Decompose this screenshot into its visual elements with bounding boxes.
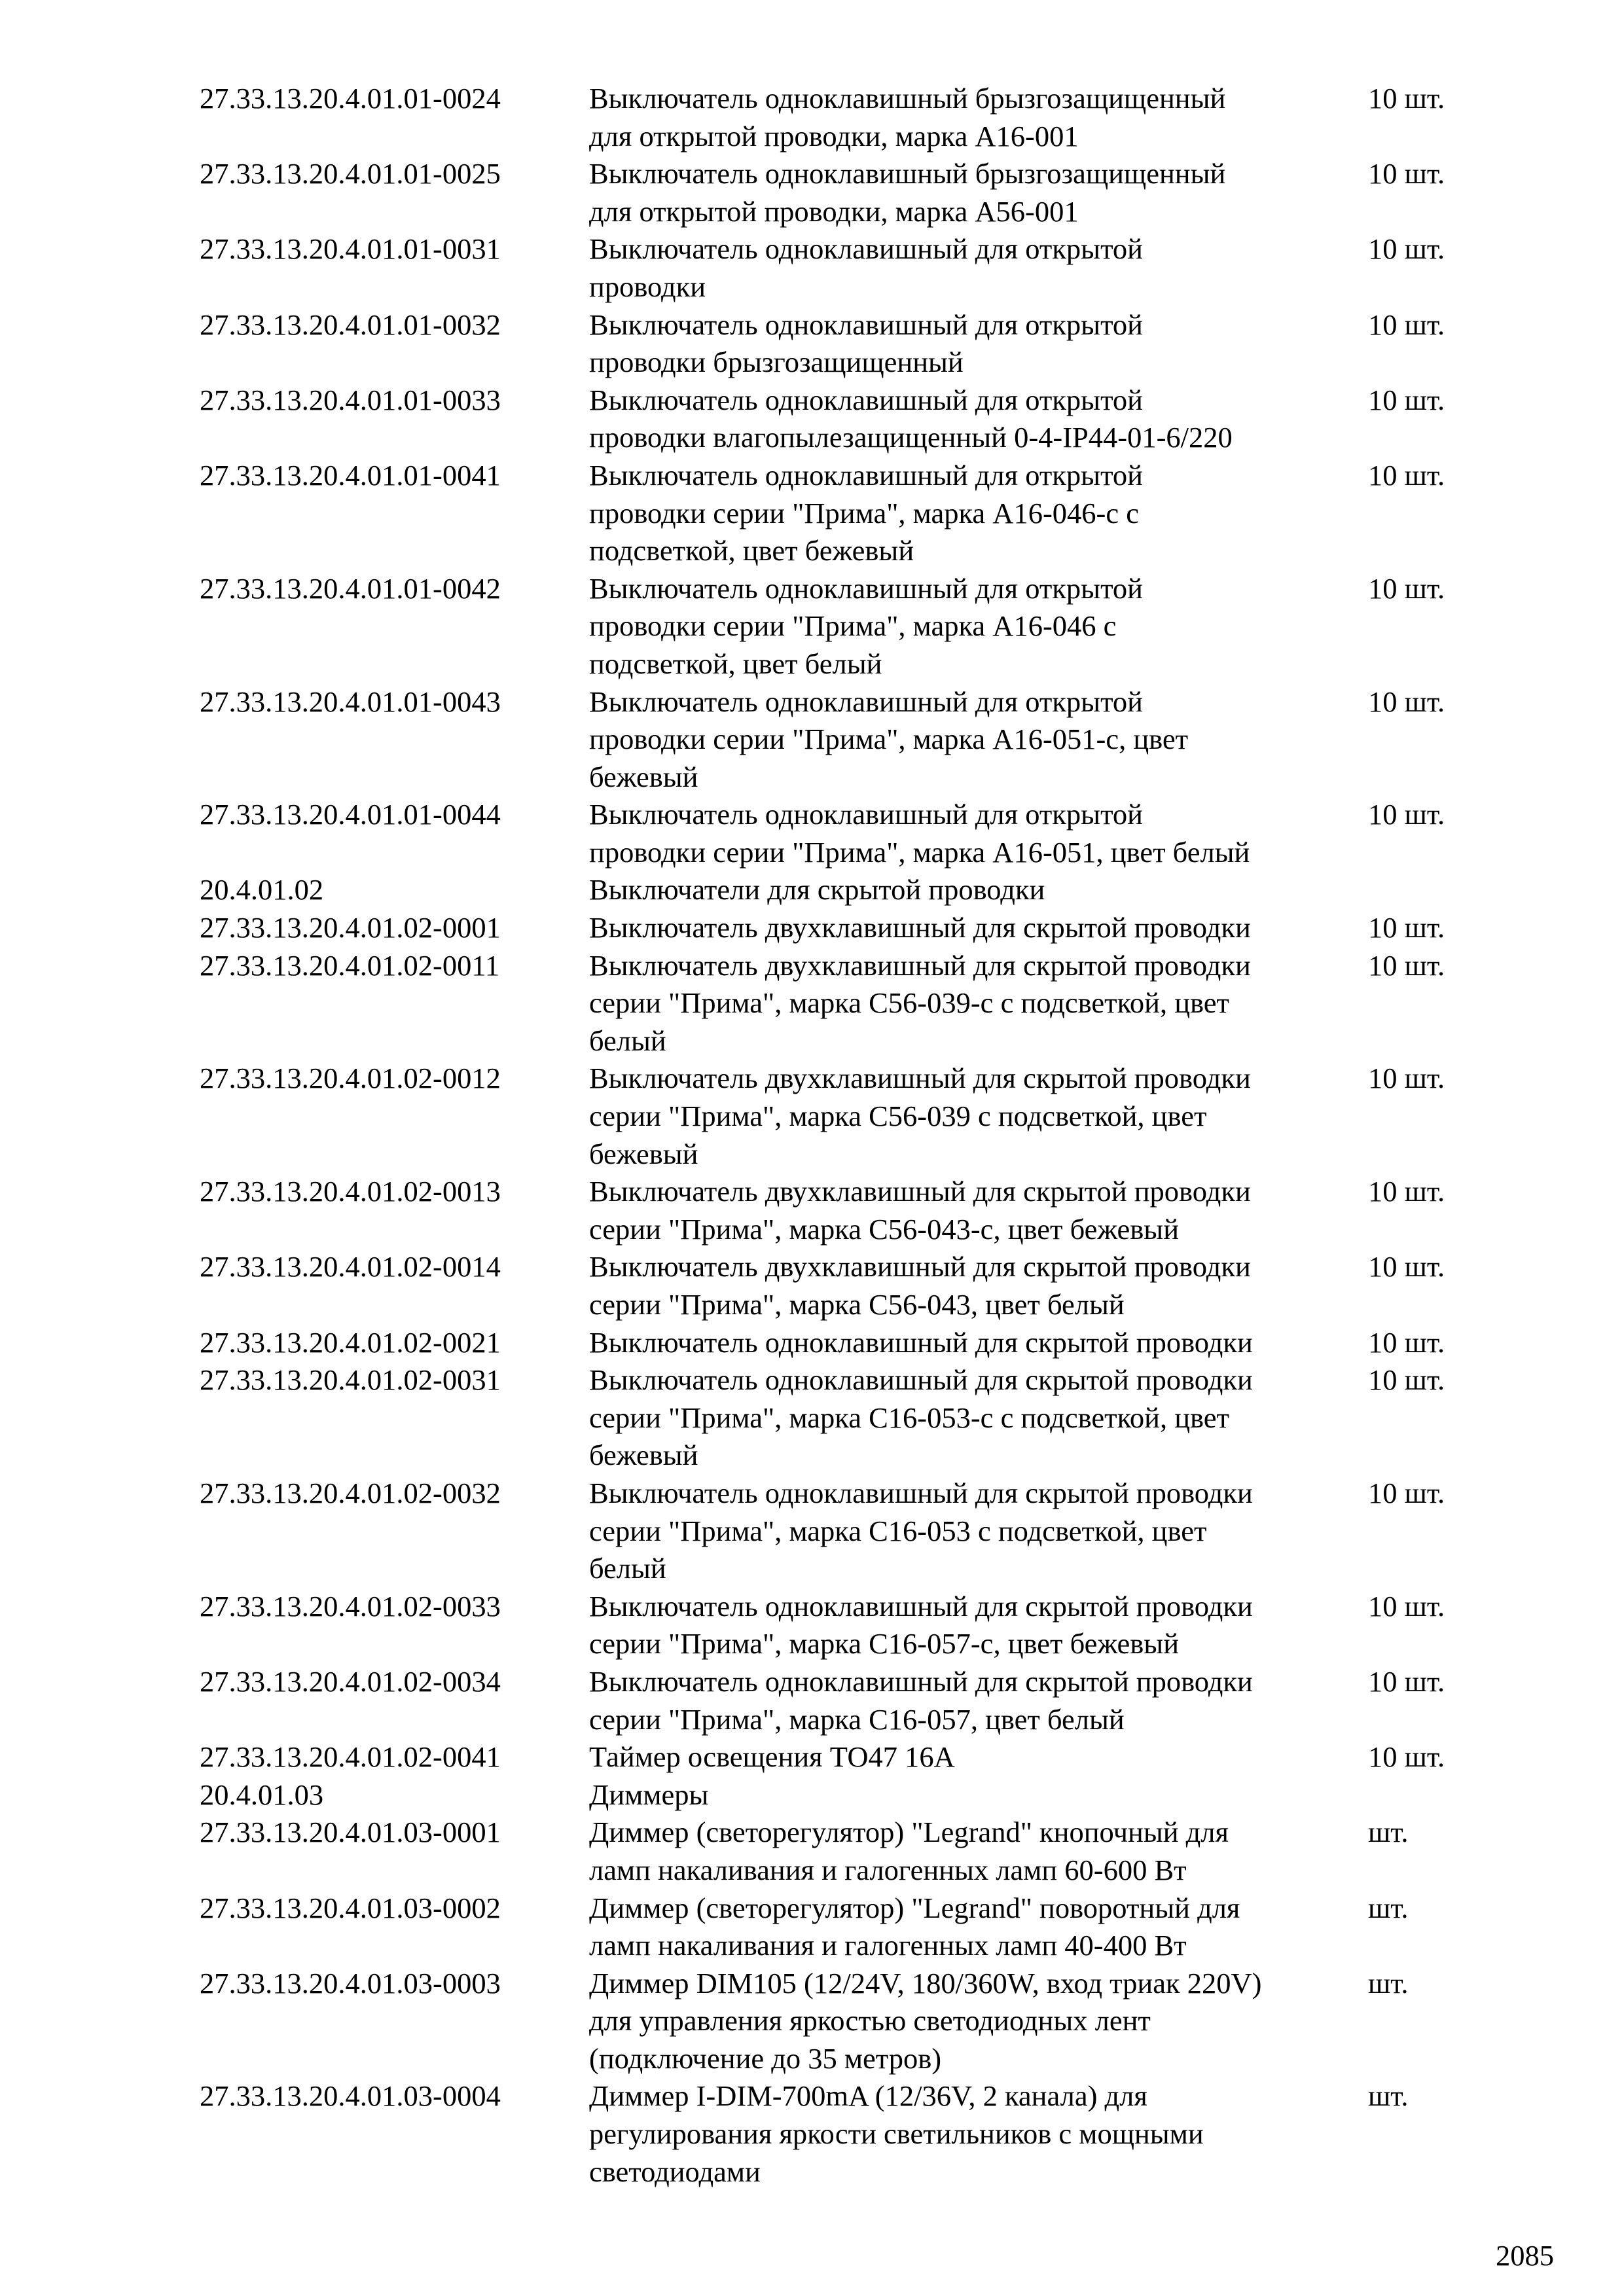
list-item — [200, 570, 1483, 683]
description-line: проводки влагопылезащищенный 0-4-IP44-01-6/220 — [589, 421, 1233, 454]
item-unit: 10 шт. — [1368, 232, 1445, 266]
list-item — [200, 1475, 1483, 1588]
item-unit: 10 шт. — [1368, 458, 1445, 492]
list-item — [200, 1814, 1483, 1889]
item-code: 27.33.13.20.4.01.01-0031 — [200, 232, 501, 266]
item-code: 27.33.13.20.4.01.03-0001 — [200, 1816, 501, 1849]
item-unit: 10 шт. — [1368, 82, 1445, 115]
item-code: 20.4.01.03 — [200, 1778, 324, 1811]
item-code: 27.33.13.20.4.01.01-0041 — [200, 458, 501, 492]
description-line: проводки серии "Прима", марка А16-046-с с — [589, 496, 1139, 529]
item-code: 27.33.13.20.4.01.01-0033 — [200, 383, 501, 416]
item-unit: 10 шт. — [1368, 685, 1445, 718]
list-item — [200, 1173, 1483, 1248]
list-item — [200, 382, 1483, 457]
description-line: Выключатель двухклавишный для скрытой проводки — [589, 948, 1251, 982]
list-item — [200, 1738, 1483, 1776]
list-item — [200, 1965, 1483, 2078]
item-code: 27.33.13.20.4.01.02-0011 — [200, 948, 500, 982]
description-line: Выключатель одноклавишный для скрытой проводки — [589, 1325, 1253, 1359]
description-line: серии "Прима", марка С16-057, цвет белый — [589, 1702, 1125, 1736]
description-line: Диммер DIM105 (12/24V, 180/360W, вход триак 220V) — [589, 1966, 1262, 2000]
list-item — [200, 1060, 1483, 1173]
description-line: серии "Прима", марка С56-039 с подсветкой, цвет — [589, 1100, 1207, 1133]
item-unit: 10 шт. — [1368, 1740, 1445, 1774]
list-item — [200, 1890, 1483, 1965]
item-code: 27.33.13.20.4.01.03-0002 — [200, 1891, 501, 1924]
list-item — [200, 155, 1483, 230]
item-unit: 10 шт. — [1368, 157, 1445, 190]
item-description — [589, 947, 1368, 1060]
item-description — [589, 1173, 1368, 1248]
description-line: для открытой проводки, марка А56-001 — [589, 194, 1079, 228]
item-description — [589, 230, 1368, 306]
description-line: Выключатель одноклавишный для скрытой проводки — [589, 1589, 1253, 1623]
description-line: подсветкой, цвет белый — [589, 647, 882, 680]
list-item — [200, 796, 1483, 871]
description-line: Выключатель одноклавишный для открытой — [589, 685, 1143, 718]
item-code: 27.33.13.20.4.01.03-0004 — [200, 2079, 501, 2113]
description-line: серии "Прима", марка С56-043-с, цвет бежевый — [589, 1212, 1180, 1246]
description-line: белый — [589, 1024, 666, 1057]
page-number: 2085 — [1496, 2239, 1554, 2272]
description-line: проводки — [589, 270, 706, 303]
description-line: Диммер I-DIM-700mA (12/36V, 2 канала) для — [589, 2079, 1147, 2113]
item-description — [589, 909, 1368, 947]
item-unit: 10 шт. — [1368, 1363, 1445, 1397]
description-line: серии "Прима", марка С16-053 с подсветкой, цвет — [589, 1514, 1207, 1547]
description-line: Выключатель одноклавишный для скрытой проводки — [589, 1664, 1253, 1698]
list-item — [200, 80, 1483, 155]
item-code: 27.33.13.20.4.01.01-0032 — [200, 308, 501, 341]
description-line: Выключатель одноклавишный для открытой — [589, 308, 1143, 341]
item-description — [589, 1738, 1368, 1776]
item-unit: шт. — [1368, 1966, 1409, 2000]
item-code: 27.33.13.20.4.01.01-0043 — [200, 685, 501, 718]
description-line: бежевый — [589, 1137, 698, 1170]
description-line: бежевый — [589, 1439, 698, 1472]
description-line: бежевый — [589, 760, 698, 793]
price-list — [200, 80, 1483, 2191]
item-code: 27.33.13.20.4.01.02-0034 — [200, 1664, 501, 1698]
item-description — [589, 155, 1368, 230]
item-unit: 10 шт. — [1368, 383, 1445, 416]
item-code: 20.4.01.02 — [200, 873, 324, 906]
item-unit: 10 шт. — [1368, 571, 1445, 605]
description-line: серии "Прима", марка С56-039-с с подсветкой, цвет — [589, 986, 1230, 1020]
item-code: 27.33.13.20.4.01.01-0042 — [200, 571, 501, 605]
list-item — [200, 1588, 1483, 1663]
item-description — [589, 382, 1368, 457]
item-description — [589, 306, 1368, 382]
item-unit: 10 шт. — [1368, 1476, 1445, 1509]
list-item — [200, 909, 1483, 947]
item-unit: 10 шт. — [1368, 1325, 1445, 1359]
item-unit: 10 шт. — [1368, 911, 1445, 944]
item-unit: шт. — [1368, 1891, 1409, 1924]
description-line: Выключатели для скрытой проводки — [589, 873, 1045, 906]
description-line: Выключатель одноклавишный для открытой — [589, 571, 1143, 605]
item-code: 27.33.13.20.4.01.02-0001 — [200, 911, 501, 944]
description-line: (подключение до 35 метров) — [589, 2041, 942, 2075]
description-line: Диммеры — [589, 1778, 709, 1811]
item-description — [589, 1890, 1368, 1965]
description-line: Выключатель одноклавишный для открытой — [589, 458, 1143, 492]
item-description — [589, 1324, 1368, 1362]
item-description — [589, 1361, 1368, 1475]
item-code: 27.33.13.20.4.01.02-0031 — [200, 1363, 501, 1397]
item-description — [589, 1588, 1368, 1663]
description-line: светодиодами — [589, 2155, 761, 2188]
description-line: серии "Прима", марка С56-043, цвет белый — [589, 1288, 1125, 1321]
list-item — [200, 871, 1483, 909]
description-line: Выключатель одноклавишный для открытой — [589, 383, 1143, 416]
item-description — [589, 683, 1368, 797]
description-line: ламп накаливания и галогенных ламп 40-400 Вт — [589, 1929, 1187, 1962]
item-description — [589, 1663, 1368, 1738]
description-line: Выключатель одноклавишный для открытой — [589, 232, 1143, 266]
item-description — [589, 1248, 1368, 1323]
list-item — [200, 1361, 1483, 1475]
item-code: 27.33.13.20.4.01.03-0003 — [200, 1966, 501, 2000]
description-line: проводки серии "Прима", марка А16-046 с — [589, 609, 1117, 643]
item-unit: шт. — [1368, 2079, 1409, 2113]
item-unit: 10 шт. — [1368, 1589, 1445, 1623]
description-line: серии "Прима", марка С16-053-с с подсветкой, цвет — [589, 1401, 1230, 1434]
item-code: 27.33.13.20.4.01.02-0014 — [200, 1250, 501, 1283]
item-code: 27.33.13.20.4.01.01-0044 — [200, 798, 501, 831]
description-line: Выключатель одноклавишный для скрытой проводки — [589, 1363, 1253, 1397]
list-item — [200, 2077, 1483, 2191]
item-code: 27.33.13.20.4.01.02-0012 — [200, 1062, 501, 1095]
item-description — [589, 871, 1368, 909]
item-code: 27.33.13.20.4.01.01-0025 — [200, 157, 501, 190]
item-unit: шт. — [1368, 1816, 1409, 1849]
item-description — [589, 2077, 1368, 2191]
description-line: Выключатель одноклавишный для скрытой проводки — [589, 1476, 1253, 1509]
description-line: Диммер (светорегулятор) "Legrand" кнопочный для — [589, 1816, 1229, 1849]
description-line: Выключатель одноклавишный брызгозащищенный — [589, 157, 1226, 190]
description-line: Выключатель двухклавишный для скрытой проводки — [589, 911, 1251, 944]
item-code: 27.33.13.20.4.01.02-0013 — [200, 1175, 501, 1208]
description-line: Таймер освещения ТО47 16А — [589, 1740, 955, 1774]
item-unit: 10 шт. — [1368, 798, 1445, 831]
description-line: для открытой проводки, марка А16-001 — [589, 119, 1079, 152]
list-item — [200, 306, 1483, 382]
item-description — [589, 796, 1368, 871]
description-line: серии "Прима", марка С16-057-с, цвет бежевый — [589, 1627, 1180, 1660]
item-description — [589, 1776, 1368, 1814]
description-line: ламп накаливания и галогенных ламп 60-600 Вт — [589, 1853, 1187, 1886]
description-line: проводки серии "Прима", марка А16-051-с, цвет — [589, 723, 1189, 756]
item-code: 27.33.13.20.4.01.02-0021 — [200, 1325, 501, 1359]
item-code: 27.33.13.20.4.01.02-0033 — [200, 1589, 501, 1623]
list-item — [200, 457, 1483, 570]
item-description — [589, 1475, 1368, 1588]
description-line: Диммер (светорегулятор) "Legrand" поворотный для — [589, 1891, 1240, 1924]
item-unit: 10 шт. — [1368, 1664, 1445, 1698]
item-description — [589, 570, 1368, 683]
description-line: проводки брызгозащищенный — [589, 346, 964, 379]
list-item — [200, 683, 1483, 797]
list-item — [200, 947, 1483, 1060]
item-description — [589, 1965, 1368, 2078]
description-line: Выключатель одноклавишный для открытой — [589, 798, 1143, 831]
item-unit: 10 шт. — [1368, 308, 1445, 341]
description-line: подсветкой, цвет бежевый — [589, 534, 914, 567]
description-line: Выключатель двухклавишный для скрытой проводки — [589, 1175, 1251, 1208]
item-unit: 10 шт. — [1368, 1250, 1445, 1283]
description-line: Выключатель двухклавишный для скрытой проводки — [589, 1062, 1251, 1095]
item-description — [589, 1060, 1368, 1173]
description-line: для управления яркостью светодиодных лент — [589, 2004, 1151, 2037]
list-item — [200, 230, 1483, 306]
item-description — [589, 80, 1368, 155]
item-unit: 10 шт. — [1368, 948, 1445, 982]
item-description — [589, 457, 1368, 570]
description-line: Выключатель двухклавишный для скрытой проводки — [589, 1250, 1251, 1283]
list-item — [200, 1324, 1483, 1362]
item-unit: 10 шт. — [1368, 1062, 1445, 1095]
list-item — [200, 1248, 1483, 1323]
description-line: регулирования яркости светильников с мощными — [589, 2117, 1204, 2151]
item-code: 27.33.13.20.4.01.02-0032 — [200, 1476, 501, 1509]
item-unit: 10 шт. — [1368, 1175, 1445, 1208]
list-item — [200, 1776, 1483, 1814]
description-line: белый — [589, 1552, 666, 1585]
description-line: Выключатель одноклавишный брызгозащищенный — [589, 82, 1226, 115]
item-code: 27.33.13.20.4.01.01-0024 — [200, 82, 501, 115]
item-description — [589, 1814, 1368, 1889]
list-item — [200, 1663, 1483, 1738]
item-code: 27.33.13.20.4.01.02-0041 — [200, 1740, 501, 1774]
description-line: проводки серии "Прима", марка А16-051, цвет белый — [589, 835, 1250, 869]
